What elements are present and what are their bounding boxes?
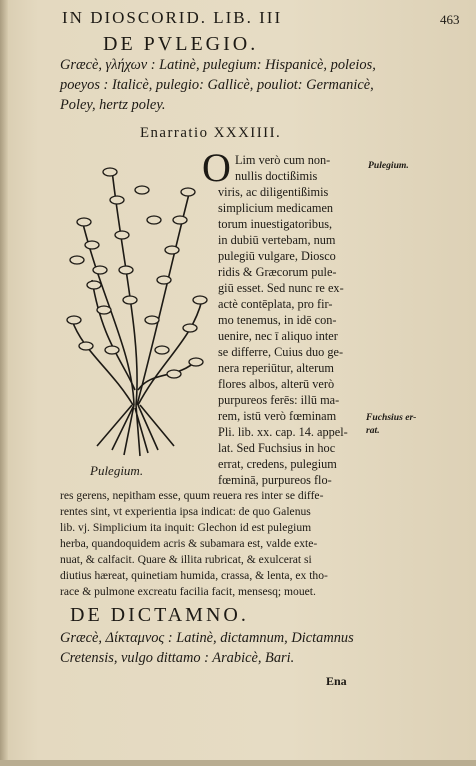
text-line: simplicium medicamen (218, 201, 334, 215)
section-title-dictamno: DE DICTAMNO. (70, 604, 249, 626)
drop-initial: O (202, 145, 231, 190)
synonyms-line: Poley, hertz poley. (60, 97, 166, 113)
text-line: purpureos ferēs: illū ma- (218, 393, 340, 407)
text-line: uenire, nec ī aliquo inter (218, 329, 338, 343)
synonyms-line: Græcè, Δίκταμνος : Latinè, dictamnum, Dictamnus (60, 630, 354, 646)
text-line: nera reperiūtur, alterum (218, 361, 334, 375)
text-line: se differre, Cuius duo ge- (218, 345, 344, 359)
synonyms-line: Græcè, γλήχων : Latinè, pulegium: Hispanicè, poleios, (60, 57, 376, 73)
margin-note: Pulegium. (368, 160, 409, 171)
section-title-pulegio: DE PVLEGIO. (103, 33, 259, 55)
page-number: 463 (440, 12, 460, 27)
text-line: in dubiū vertebam, num (218, 233, 336, 247)
figure-caption: Pulegium. (90, 463, 144, 478)
text-line: herba, quandoquidem acris & subamara est, valde exte- (60, 537, 318, 550)
text-line: giū esset. Sed nunc re ex- (218, 281, 344, 295)
margin-note: Fuchsius er- (366, 412, 417, 423)
synonyms-line: Cretensis, vulgo dittamo : Arabicè, Bari. (60, 650, 295, 666)
text-line: mo tenemus, in idē con- (218, 313, 337, 327)
synonyms-line: poeyos : Italicè, pulegio: Gallicè, pouliot: Germanicè, (60, 77, 374, 93)
running-head: IN DIOSCORID. LIB. III (62, 8, 283, 27)
binding-gutter (0, 0, 8, 766)
page-bottom-edge (0, 760, 476, 766)
text-line: pulegiū vulgare, Diosco (218, 249, 336, 263)
text-line: actè contēplata, pro fir- (218, 297, 333, 311)
text-line: nuat, & calfacit. Quare & illita rubricat, & exulcerat si (60, 553, 312, 566)
enarratio-heading: Enarratio XXXIIII. (140, 125, 282, 141)
text-line: errat, credens, pulegium (218, 457, 337, 471)
text-line: lat. Sed Fuchsius in hoc (218, 441, 336, 455)
text-line: viris, ac diligentißimis (218, 185, 329, 199)
text-line: diutius hæreat, quinetiam humida, crassa, & lenta, ex tho- (60, 569, 328, 582)
text-line: ridis & Græcorum pule- (218, 265, 337, 279)
text-line: torum inuestigatoribus, (218, 217, 333, 231)
text-line: lib. vj. Simplicium ita inquit: Glechon id est pulegium (60, 521, 312, 534)
text-line: Pli. lib. xx. cap. 14. appel- (218, 425, 348, 439)
margin-note: rat. (366, 425, 380, 436)
text-line: nullis doctißimis (235, 169, 318, 183)
text-line: rentes sint, vt experientia ipsa indicat: de quo Galenus (60, 505, 311, 518)
text-line: rem, istū verò fœminam (218, 409, 337, 423)
catchword: Ena (326, 674, 347, 688)
text-line: res gerens, nepitham esse, quum reuera res inter se diffe- (60, 489, 324, 502)
text-line: Lim verò cum non- (235, 153, 331, 167)
pulegium-woodcut-figure (62, 150, 212, 460)
text-line: race & pulmone excreatu facilia facit, mensesq; mouet. (60, 585, 316, 598)
text-line: flores albos, alterū verò (218, 377, 335, 391)
text-line: fœminā, purpureos flo- (218, 473, 332, 487)
